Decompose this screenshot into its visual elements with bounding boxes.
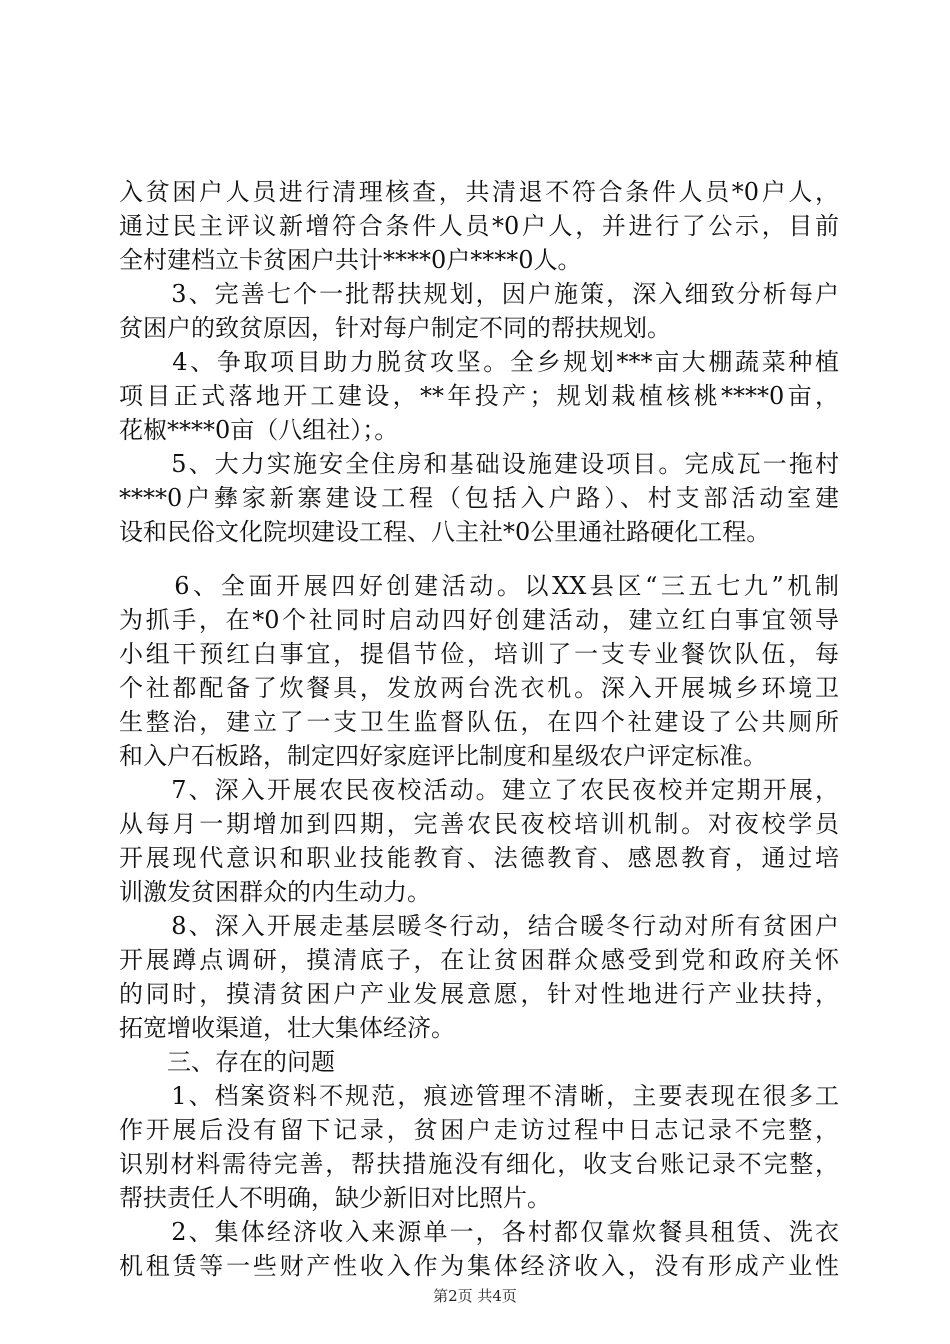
body-text-line: 作开展后没有留下记录，贫困户走访过程中日志记录不完整， [119, 1116, 839, 1144]
body-text-line: 项目正式落地开工建设，**年投产；规划栽植核桃****0亩， [119, 382, 839, 410]
body-text-line: 和入户石板路，制定四好家庭评比制度和星级农户评定标准。 [119, 742, 767, 770]
body-text-line: 8、深入开展走基层暖冬行动，结合暖冬行动对所有贫困户 [119, 912, 839, 940]
body-text-line: 帮扶责任人不明确，缺少新旧对比照片。 [119, 1184, 551, 1212]
body-text-line: 4、争取项目助力脱贫攻坚。全乡规划***亩大棚蔬菜种植 [119, 348, 839, 376]
body-text-line: 入贫困户人员进行清理核查，共清退不符合条件人员*0户人， [119, 178, 839, 206]
body-text-line: 通过民主评议新增符合条件人员*0户人，并进行了公示，目前 [119, 212, 839, 240]
page-number-footer: 第2页 共4页 [433, 1287, 517, 1305]
body-text-line: 5、大力实施安全住房和基础设施建设项目。完成瓦一拖村 [119, 450, 839, 478]
body-text-line: 7、深入开展农民夜校活动。建立了农民夜校并定期开展， [119, 776, 839, 804]
body-text-line: 为抓手，在*0个社同时启动四好创建活动，建立红白事宜领导 [119, 606, 839, 634]
body-text-line: 开展现代意识和职业技能教育、法德教育、感恩教育，通过培 [119, 844, 839, 872]
body-text-line: 2、集体经济收入来源单一，各村都仅靠炊餐具租赁、洗衣 [119, 1218, 839, 1246]
section-heading: 三、存在的问题 [119, 1048, 335, 1076]
body-text-line: 全村建档立卡贫困户共计****0户****0人。 [119, 246, 582, 274]
body-text-line: 拓宽增收渠道，壮大集体经济。 [119, 1014, 455, 1042]
body-text-line: 个社都配备了炊餐具，发放两台洗衣机。深入开展城乡环境卫 [119, 674, 839, 702]
body-text-line: 设和民俗文化院坝建设工程、八主社*0公里通社路硬化工程。 [119, 518, 771, 546]
body-text-line: 小组干预红白事宜，提倡节俭，培训了一支专业餐饮队伍，每 [119, 640, 839, 668]
body-text-line: 训激发贫困群众的内生动力。 [119, 878, 431, 906]
body-text-line: 开展蹲点调研，摸清底子，在让贫困群众感受到党和政府关怀 [119, 946, 839, 974]
body-text-line: 贫困户的致贫原因，针对每户制定不同的帮扶规划。 [119, 314, 671, 342]
body-text-line: ****0户彝家新寨建设工程（包括入户路）、村支部活动室建 [119, 484, 839, 512]
body-text-line: 从每月一期增加到四期，完善农民夜校培训机制。对夜校学员 [119, 810, 839, 838]
body-text-line: 识别材料需待完善，帮扶措施没有细化，收支台账记录不完整， [119, 1150, 839, 1178]
body-text-line: 3、完善七个一批帮扶规划，因户施策，深入细致分析每户 [119, 280, 839, 308]
body-text-line: 花椒****0亩（八组社）；。 [119, 416, 399, 444]
body-text-line: 机租赁等一些财产性收入作为集体经济收入，没有形成产业性 [119, 1252, 839, 1280]
body-text-line: 生整治，建立了一支卫生监督队伍，在四个社建设了公共厕所 [119, 708, 839, 736]
body-text-line: 的同时，摸清贫困户产业发展意愿，针对性地进行产业扶持， [119, 980, 839, 1008]
body-text-line: 6、全面开展四好创建活动。以XX县区“三五七九”机制 [119, 572, 839, 600]
body-text-line: 1、档案资料不规范，痕迹管理不清晰，主要表现在很多工 [119, 1082, 839, 1110]
